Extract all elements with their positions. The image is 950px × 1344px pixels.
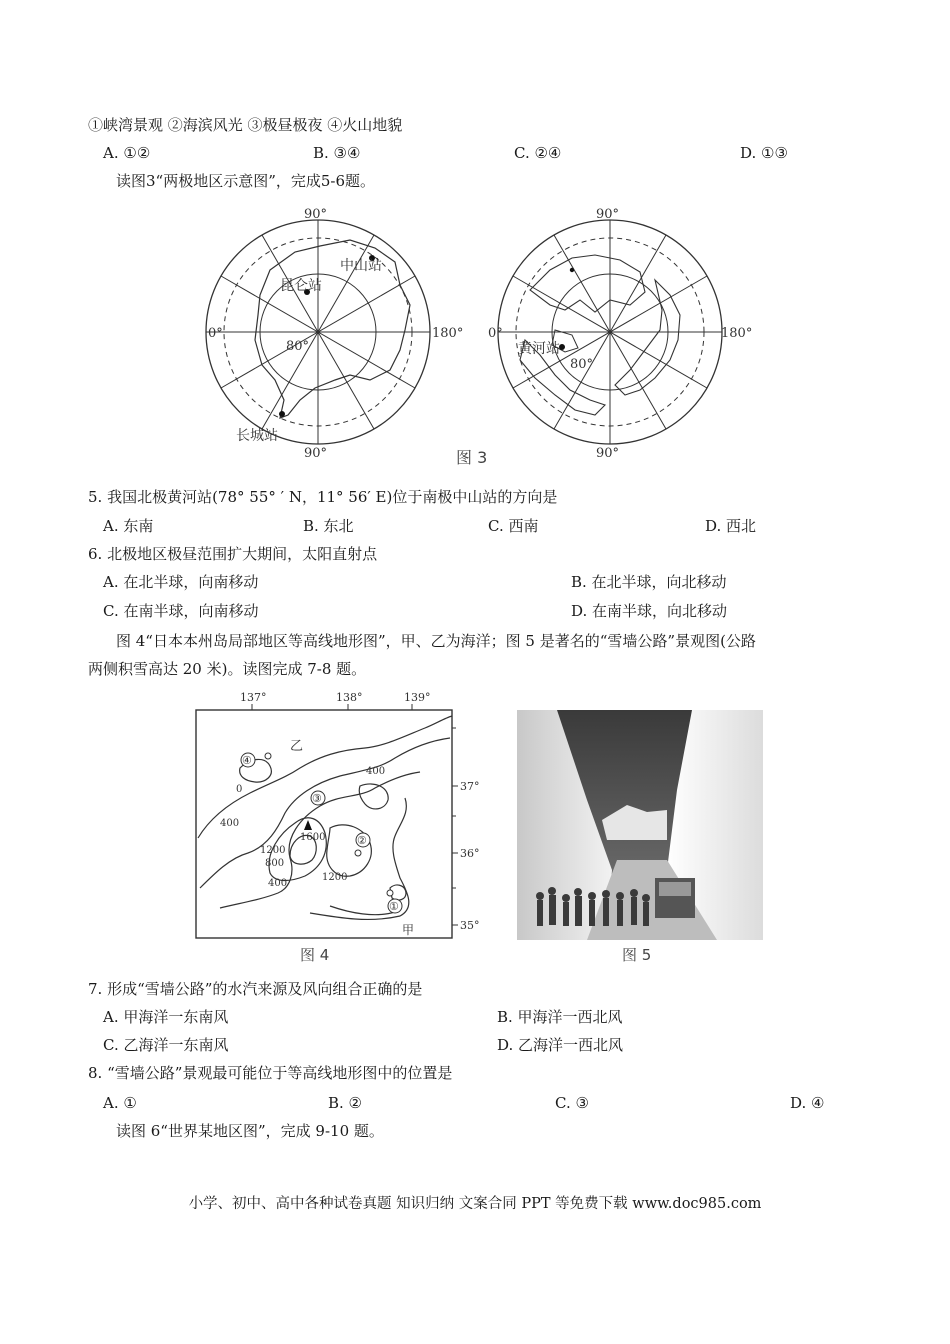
fig3-right-bottom-label: 90° (596, 446, 620, 461)
fig4-caption: 图 4 (300, 946, 330, 964)
q6-option-b: B. 在北半球，向北移动 (571, 573, 727, 591)
fig4-lon-137: 137° (240, 691, 267, 704)
q7-option-c: C. 乙海洋一东南风 (103, 1036, 229, 1054)
q8-stem: 8. “雪墙公路”景观最可能位于等高线地形图中的位置是 (88, 1064, 453, 1082)
intro-7-8-line2: 两侧积雪高达 20 米)。读图完成 7-8 题。 (88, 660, 367, 678)
q5-option-a: A. 东南 (103, 517, 154, 535)
fig3-right-left-label: 0° (488, 326, 503, 341)
intro-7-8-line1: 图 4“日本本州岛局部地区等高线地形图”，甲、乙为海洋；图 5 是著名的“雪墙公路”景观图(公路 (116, 632, 756, 650)
q5-stem: 5. 我国北极黄河站(78° 55° ′ N，11° 56′ E)位于南极中山站的方向是 (88, 488, 558, 506)
q8-option-c: C. ③ (555, 1094, 589, 1112)
fig3-right-lat-label: 80° (570, 357, 594, 372)
fig4-lat-37: 37° (460, 780, 480, 793)
page-footer: 小学、初中、高中各种试卷真题 知识归纳 文案合同 PPT 等免费下载 www.doc985.com (188, 1196, 762, 1212)
figure-3-polar-maps (200, 200, 760, 470)
fig4-contour-1200-a: 1200 (260, 845, 286, 856)
fig3-left-top-label: 90° (304, 207, 328, 222)
q7-stem: 7. 形成“雪墙公路”的水汽来源及风向组合正确的是 (88, 980, 423, 998)
fig3-right-top-label: 90° (596, 207, 620, 222)
fig4-lat-36: 36° (460, 847, 480, 860)
fig4-contour-0: 0 (236, 784, 243, 795)
q5-option-b: B. 东北 (303, 517, 354, 535)
fig4-marker-2: ② (357, 834, 367, 847)
fig3-left-left-label: 0° (208, 326, 223, 341)
fig3-caption: 图 3 (456, 448, 488, 467)
fig4-lat-35: 35° (460, 919, 480, 932)
q4-option-c: C. ②④ (514, 144, 562, 162)
q5-option-c: C. 西南 (488, 517, 539, 535)
figure-5-snow-wall-road-photo (517, 710, 763, 940)
fig3-left-right-label: 180° (432, 326, 464, 341)
q7-option-a: A. 甲海洋一东南风 (103, 1008, 229, 1026)
q7-option-d: D. 乙海洋一西北风 (497, 1036, 624, 1054)
q6-stem: 6. 北极地区极昼范围扩大期间，太阳直射点 (88, 545, 378, 563)
fig3-kunlun-label: 昆仑站 (280, 278, 322, 294)
fig4-contour-1600: 1600 (300, 832, 326, 843)
fig4-lon-139: 139° (404, 691, 431, 704)
q5-option-d: D. 西北 (705, 517, 757, 535)
figure-4-contour-map (190, 688, 500, 968)
fig4-marker-1: ① (389, 900, 399, 913)
q4-option-b: B. ③④ (313, 144, 361, 162)
fig3-huanghe-label: 黄河站 (518, 341, 560, 357)
fig3-left-bottom-label: 90° (304, 446, 328, 461)
intro-9-10: 读图 6“世界某地区图”，完成 9-10 题。 (116, 1122, 384, 1140)
q8-option-b: B. ② (328, 1094, 363, 1112)
fig4-marker-4: ④ (242, 754, 252, 767)
q4-items: ①峡湾景观 ②海滨风光 ③极昼极夜 ④火山地貌 (88, 116, 403, 134)
q8-option-d: D. ④ (790, 1094, 825, 1112)
fig3-left-lat-label: 80° (286, 339, 310, 354)
intro-5-6: 读图3“两极地区示意图”，完成5-6题。 (116, 172, 376, 190)
q6-option-d: D. 在南半球，向北移动 (571, 602, 728, 620)
fig4-contour-400-c: 400 (268, 878, 288, 889)
fig5-caption: 图 5 (622, 946, 652, 964)
fig4-contour-1200-b: 1200 (322, 872, 348, 883)
fig4-yi-label: 乙 (290, 739, 304, 754)
q6-option-c: C. 在南半球，向南移动 (103, 602, 259, 620)
fig3-changcheng-label: 长城站 (236, 428, 278, 444)
fig3-zhongshan-label: 中山站 (340, 258, 382, 274)
fig4-marker-3: ③ (312, 792, 322, 805)
fig4-contour-400-a: 400 (366, 766, 386, 777)
q8-option-a: A. ① (103, 1094, 137, 1112)
fig4-contour-800: 800 (265, 858, 285, 869)
fig4-contour-400-b: 400 (220, 818, 240, 829)
q4-option-a: A. ①② (103, 144, 151, 162)
q6-option-a: A. 在北半球，向南移动 (103, 573, 259, 591)
q7-option-b: B. 甲海洋一西北风 (497, 1008, 623, 1026)
q4-option-d: D. ①③ (740, 144, 788, 162)
fig3-right-right-label: 180° (721, 326, 753, 341)
fig4-lon-138: 138° (336, 691, 363, 704)
fig4-jia-label: 甲 (402, 923, 415, 937)
